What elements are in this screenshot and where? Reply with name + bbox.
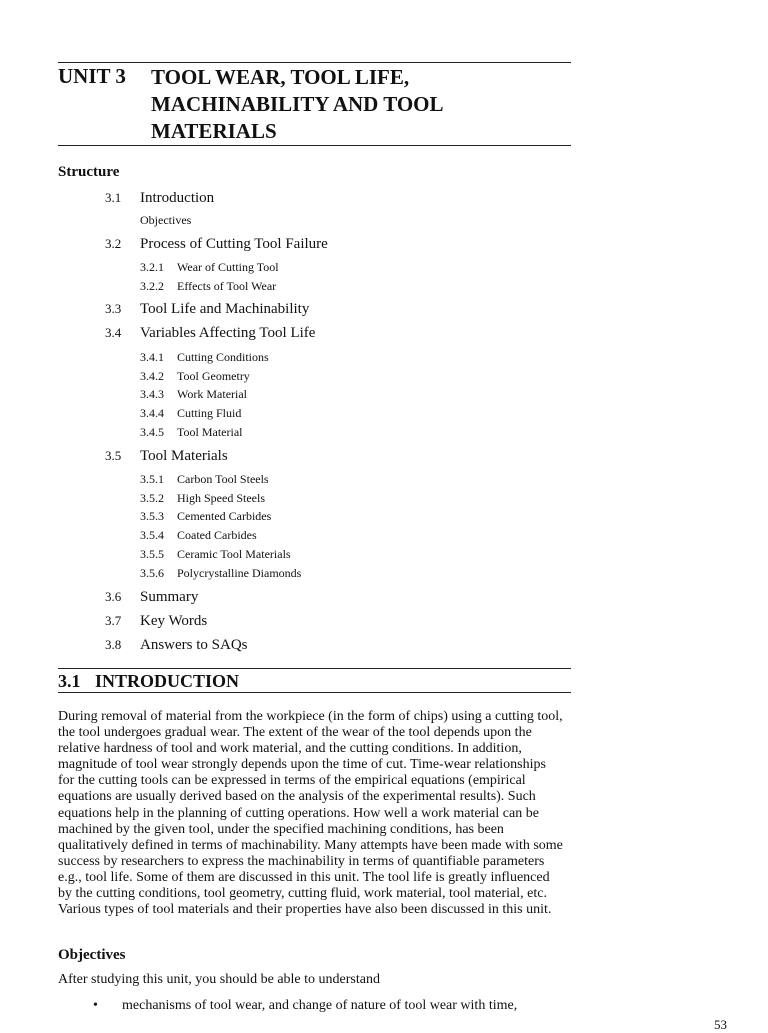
toc-number: 3.4.3 <box>140 387 164 401</box>
toc-text: Cutting Fluid <box>177 406 242 420</box>
objectives-heading: Objectives <box>58 947 126 963</box>
objectives-lead: After studying this unit, you should be able to understand <box>58 972 380 987</box>
toc-text: High Speed Steels <box>177 491 265 505</box>
title-bottom-rule <box>58 145 571 146</box>
toc-text: Objectives <box>140 213 192 227</box>
toc-number: 3.2.2 <box>140 279 164 293</box>
toc-number: 3.3 <box>105 301 122 316</box>
toc-text: Wear of Cutting Tool <box>177 260 279 274</box>
toc-text: Key Words <box>140 613 208 629</box>
toc-text: Tool Geometry <box>177 369 250 383</box>
toc-number: 3.2 <box>105 236 122 251</box>
toc-text: Coated Carbides <box>177 528 257 542</box>
toc-text: Effects of Tool Wear <box>177 279 277 293</box>
unit-title-line: MATERIALS <box>151 119 277 143</box>
unit-title <box>151 64 571 145</box>
unit-number: UNIT 3 <box>58 64 126 88</box>
toc-number: 3.4.1 <box>140 350 164 364</box>
unit-title-line: TOOL WEAR, TOOL LIFE, <box>151 65 410 89</box>
toc-text: Tool Material <box>177 425 243 439</box>
unit-title-line: MACHINABILITY AND TOOL <box>151 92 444 116</box>
toc-number: 3.5.2 <box>140 491 164 505</box>
toc-number: 3.6 <box>105 589 122 604</box>
toc-number: 3.5.5 <box>140 547 164 561</box>
toc-text: Cutting Conditions <box>177 350 269 364</box>
toc-number: 3.4.2 <box>140 369 164 383</box>
section-title: INTRODUCTION <box>95 671 240 691</box>
toc-number: 3.5.4 <box>140 528 164 542</box>
objective-bullet <box>93 998 517 1014</box>
toc-text: Polycrystalline Diamonds <box>177 566 302 580</box>
bullet-icon: • <box>93 998 98 1013</box>
toc-number: 3.5.6 <box>140 566 164 580</box>
toc-text: Tool Life and Machinability <box>140 301 310 317</box>
toc-text: Ceramic Tool Materials <box>177 547 291 561</box>
section-top-rule <box>58 668 571 669</box>
toc-number: 3.4 <box>105 325 122 340</box>
section-heading <box>58 671 239 692</box>
toc-number: 3.5.3 <box>140 509 164 523</box>
objective-text: mechanisms of tool wear, and change of nature of tool wear with time, <box>122 998 518 1013</box>
toc-text: Process of Cutting Tool Failure <box>140 236 328 252</box>
toc-text: Carbon Tool Steels <box>177 472 269 486</box>
section-number: 3.1 <box>58 671 81 691</box>
toc-text: Answers to SAQs <box>140 637 248 653</box>
toc-text: Tool Materials <box>140 448 228 464</box>
toc-number: 3.8 <box>105 637 122 652</box>
toc-text: Introduction <box>140 190 215 206</box>
page-number: 53 <box>714 1017 727 1032</box>
top-rule <box>58 62 571 63</box>
toc-number: 3.4.4 <box>140 406 164 420</box>
section-bottom-rule <box>58 692 571 693</box>
introduction-paragraph: During removal of material from the workpiece (in the form of chips) using a cutting tool, the tool undergoes gradual wear. The extent of the wear of the tool depends upon the relative hardness of tool and work material, and the cutting conditions. In addition, magnitude of tool wear strongly depends upon the time of cut. Time-wear relationships for the cutting tools can be expressed in terms of the empirical equations (empirical equations are usually derived based on the analysis of the experimental results). Such equations help in the planning of cutting operations. How well a work material can be machined by the given tool, under the specified machining conditions, has been qualitatively defined in terms of machinability. Many attempts have been made with some success by researchers to express the machinability in terms of quantifiable parameters e.g., tool life. Some of them are discussed in this unit. The tool life is greatly influenced by the cutting conditions, tool geometry, cutting fluid, work material, tool material, etc. Various types of tool materials and their properties have also been discussed in this unit. <box>58 709 563 918</box>
toc-number: 3.2.1 <box>140 260 164 274</box>
toc-number: 3.1 <box>105 190 122 205</box>
toc-text: Work Material <box>177 387 248 401</box>
toc-number: 3.7 <box>105 613 122 628</box>
toc-text: Summary <box>140 589 199 605</box>
toc-number: 3.5 <box>105 448 122 463</box>
toc-text: Variables Affecting Tool Life <box>140 325 316 341</box>
toc-text: Cemented Carbides <box>177 509 272 523</box>
structure-label: Structure <box>58 164 120 180</box>
toc-number: 3.4.5 <box>140 425 164 439</box>
toc-number: 3.5.1 <box>140 472 164 486</box>
